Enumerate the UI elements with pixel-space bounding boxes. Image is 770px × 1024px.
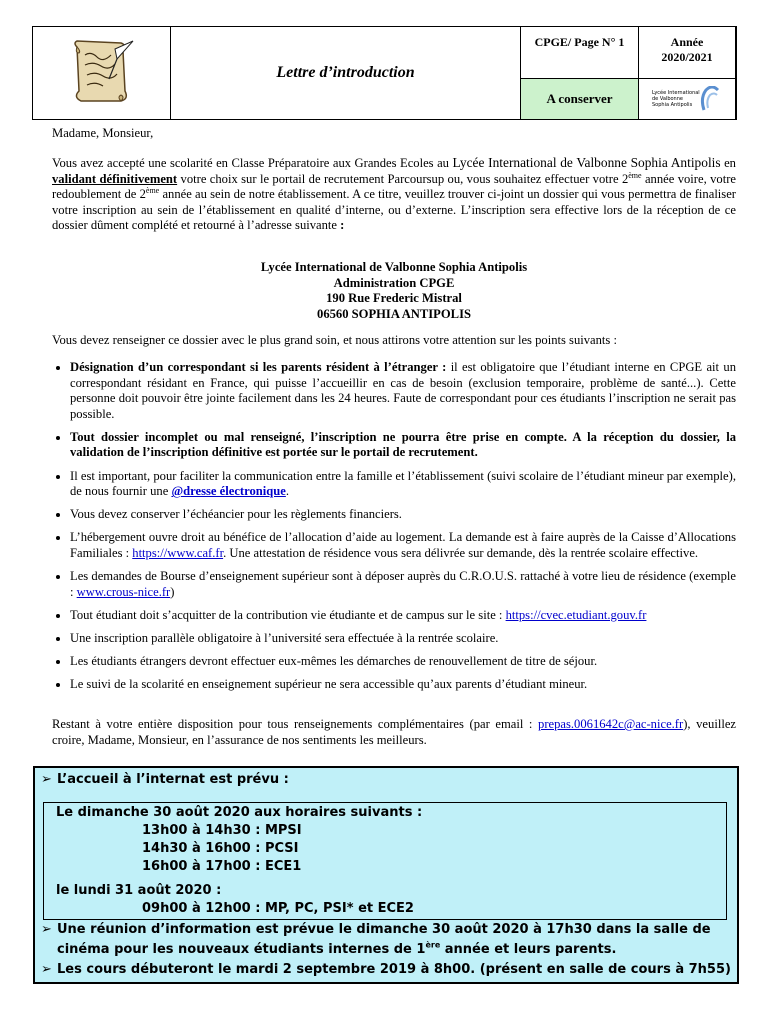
year-label: Année [670,35,704,49]
school-logo-line: Sophia Antipolis [652,102,693,108]
address-line: Administration CPGE [333,275,455,290]
school-logo-line: Lycée International [652,90,700,96]
year-value: 2020/2021 [661,50,713,64]
intro-paragraph: Vous avez accepté une scolarité en Classe Préparatoire aux Grandes Ecoles au Lycée International de Valbonne Sophia Antipolis en validant définitivement votre choix sur le portail de recrutement Parcoursup ou, vous souhaitez effectuer votre 2ème année voire, votre redoublement de 2ème année au sein de notre établissement. A ce titre, veuillez trouver ci-joint un dossier qui vous permettra de finaliser votre inscription au sein de l’établissement en qualité d’interne, ou d’externe. L’inscription sera effective lors de la réception de ce dossier dûment complété et retourné à l’adresse suivante : [52,155,737,233]
arrow-icon: ➢ [41,772,52,787]
list-item: • L’hébergement ouvre droit au bénéfice de l’allocation d’aide au logement. La demande est à faire auprès de la Caisse d’Allocations Familiales : https://www.caf.fr. Une attestation de résidence vous sera délivrée sur demande, dès la rentrée scolaire effective. [70,530,736,561]
list-item: • Tout étudiant doit s’acquitter de la contribution vie étudiante et de campus sur le site : https://cvec.etudiant.gouv.fr [70,608,736,624]
points-list [52,360,736,700]
school-name: Lycée International de Valbonne Sophia Antipolis [452,155,721,170]
monday-heading: le lundi 31 août 2020 : [56,883,222,898]
schedule-slot: 13h00 à 14h30 : MPSI [142,823,302,838]
arrow-icon: ➢ [41,922,52,937]
schedule-inner-box [43,802,727,920]
meeting-line: ➢ Une réunion d’information est prévue le dimanche 30 août 2020 à 17h30 dans la salle de [41,922,711,937]
page-ref: CPGE/ Page N° 1 [521,27,638,79]
list-item: • Désignation d’un correspondant si les parents résident à l’étranger : il est obligatoire que l’étudiant interne en CPGE ait un correspondant résidant en France, qui puisse l’accueillir en cas de besoin (exclusion temporaire, problème de santé...). Cette personne doit pouvoir être jointe facilement dans les 24 heures. Faute de correspondant pour ces étudiants l’inscription ne serait pas possible. [70,360,736,422]
page-ref-cell [521,27,639,119]
box-heading: ➢ L’accueil à l’internat est prévu : [41,772,289,787]
closing-paragraph: Restant à votre entière disposition pour tous renseignements complémentaires (par email : prepas.0061642c@ac-nice.fr), veuillez croire, Madame, Monsieur, en l’assurance de nos sentiments les meilleurs. [52,717,736,747]
school-logo [639,79,735,119]
school-year [639,27,735,79]
postal-address [52,260,736,322]
header-table [32,26,737,120]
cvec-link[interactable]: https://cvec.etudiant.gouv.fr [505,607,647,622]
validant-definitivement: validant définitivement [52,171,178,186]
caf-link[interactable]: https://www.caf.fr [132,545,224,560]
lead-sentence: Vous devez renseigner ce dossier avec le plus grand soin, et nous attirons votre attention sur les points suivants : [52,333,617,347]
school-logo-icon [700,86,722,112]
list-item: • Une inscription parallèle obligatoire à l’université sera effectuée à la rentrée scolaire. [70,631,736,647]
scroll-quill-icon [67,39,137,105]
year-cell [639,27,736,119]
meeting-line-2: cinéma pour les nouveaux étudiants internes de 1ère année et leurs parents. [57,940,617,957]
arrow-icon: ➢ [41,962,52,977]
crous-link[interactable]: www.crous-nice.fr [76,584,171,599]
logo-cell [33,27,171,119]
list-item: • Les étudiants étrangers devront effectuer eux-mêmes les démarches de renouvellement de titre de séjour. [70,654,736,670]
salutation: Madame, Monsieur, [52,126,154,140]
list-item: • Vous devez conserver l’échéancier pour les règlements financiers. [70,507,736,523]
address-line: 06560 SOPHIA ANTIPOLIS [317,306,471,321]
document-title: Lettre d’introduction [171,27,521,119]
schedule-box [33,766,739,984]
address-line: Lycée International de Valbonne Sophia Antipolis [260,260,528,274]
status-badge: A conserver [521,79,638,119]
email-link[interactable]: @dresse électronique [171,484,286,499]
list-item: • Le suivi de la scolarité en enseignement supérieur ne sera accessible qu’aux parents d’étudiant mineur. [70,677,736,693]
list-item: • Tout dossier incomplet ou mal renseigné, l’inscription ne pourra être prise en compte. A la réception du dossier, la validation de l’inscription définitive est portée sur le portail de recrutement. [70,430,736,461]
schedule-slot: 14h30 à 16h00 : PCSI [142,841,299,856]
list-item: • Les demandes de Bourse d’enseignement supérieur sont à déposer auprès du C.R.O.U.S. rattaché à votre lieu de résidence (exemple : www.crous-nice.fr) [70,569,736,600]
address-line: 190 Rue Frederic Mistral [326,291,462,306]
contact-email-link[interactable]: prepas.0061642c@ac-nice.fr [538,717,684,731]
schedule-slot: 09h00 à 12h00 : MP, PC, PSI* et ECE2 [142,901,414,916]
schedule-slot: 16h00 à 17h00 : ECE1 [142,859,302,874]
classes-start-line: ➢ Les cours débuteront le mardi 2 septembre 2019 à 8h00. (présent en salle de cours à 7h55) [41,962,731,977]
school-logo-line: de Valbonne [652,96,683,102]
list-item: • Il est important, pour faciliter la communication entre la famille et l’établissement (suivi scolaire de l’étudiant mineur par exemple), de nous fournir une @dresse électronique. [70,469,736,500]
sunday-heading: Le dimanche 30 août 2020 aux horaires suivants : [56,805,423,820]
